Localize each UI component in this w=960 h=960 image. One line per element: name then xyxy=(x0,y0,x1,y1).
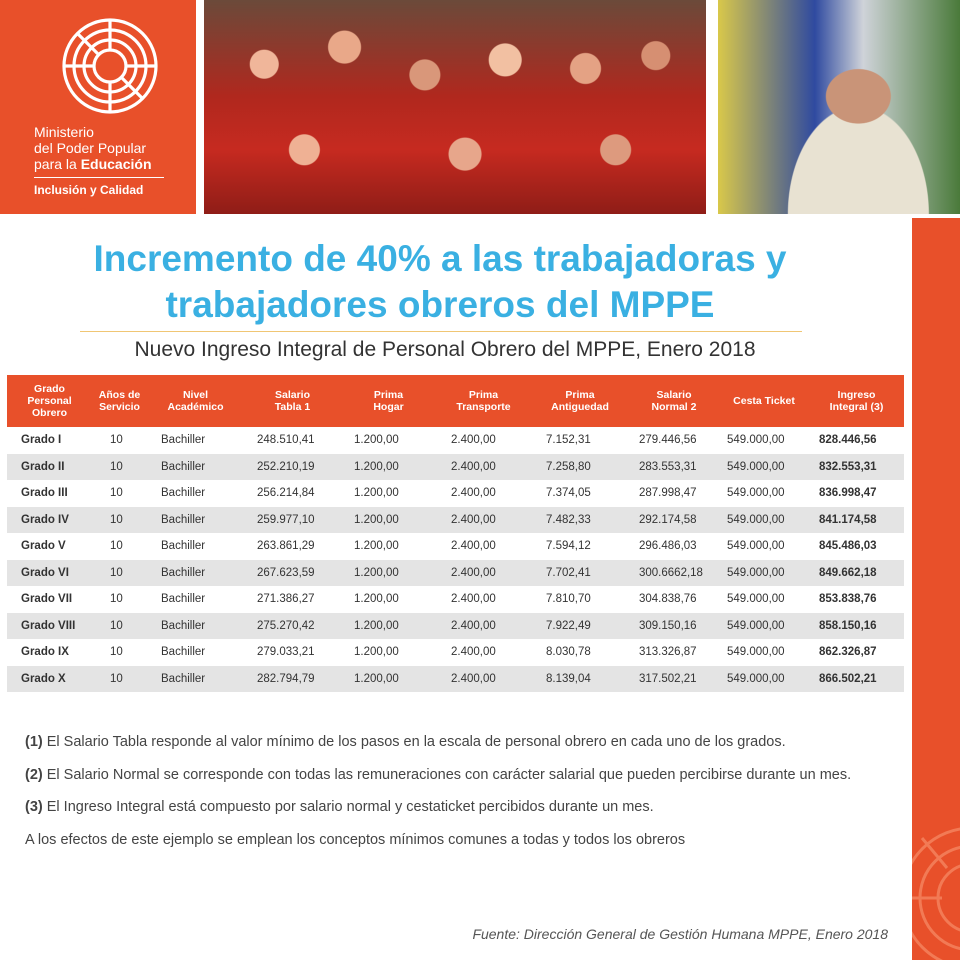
footnote-text: A los efectos de este ejemplo se emplean los conceptos mínimos comunes a todas y todos los obreros xyxy=(25,831,686,848)
column-header xyxy=(436,375,531,427)
table-cell: 283.553,31 xyxy=(639,460,697,473)
table-cell: Grado VIII xyxy=(21,619,76,632)
headline-line1: Incremento de 40% a las trabajadoras y xyxy=(93,238,787,279)
table-cell: 549.000,00 xyxy=(727,566,785,579)
table-cell: 279.446,56 xyxy=(639,434,697,447)
headline-line2: trabajadores obreros del MPPE xyxy=(165,284,715,325)
table-cell: Bachiller xyxy=(161,593,206,606)
table-cell: 2.400,00 xyxy=(451,434,496,447)
table-cell: 1.200,00 xyxy=(354,619,399,632)
table-cell: Grado V xyxy=(21,540,66,553)
table-cell: 845.486,03 xyxy=(819,540,877,553)
table-cell: 304.838,76 xyxy=(639,593,697,606)
column-header-line: Servicio xyxy=(99,401,140,413)
table-cell: 549.000,00 xyxy=(727,434,785,447)
salary-table xyxy=(7,375,904,692)
ministry-name-line1: Ministerio xyxy=(34,124,94,140)
footnote xyxy=(25,732,905,765)
column-header xyxy=(341,375,436,427)
table-cell: 2.400,00 xyxy=(451,487,496,500)
column-header xyxy=(244,375,341,427)
table-cell: 853.838,76 xyxy=(819,593,877,606)
table-cell: 858.150,16 xyxy=(819,619,877,632)
table-cell: 2.400,00 xyxy=(451,513,496,526)
table-cell: Grado I xyxy=(21,434,62,447)
table-cell: 10 xyxy=(110,593,123,606)
footnote xyxy=(25,797,905,830)
table-cell: 1.200,00 xyxy=(354,566,399,579)
table-cell: 841.174,58 xyxy=(819,513,877,526)
table-cell: 2.400,00 xyxy=(451,566,496,579)
table-row xyxy=(7,427,904,454)
table-cell: 279.033,21 xyxy=(257,646,315,659)
column-header-line: Cesta Ticket xyxy=(733,395,795,407)
table-cell: 2.400,00 xyxy=(451,460,496,473)
table-row xyxy=(7,533,904,560)
table-cell: 8.030,78 xyxy=(546,646,591,659)
side-emblem-icon xyxy=(912,218,960,960)
column-header xyxy=(629,375,719,427)
table-row xyxy=(7,454,904,481)
logo-divider xyxy=(34,177,164,178)
footnote-number: (2) xyxy=(25,766,43,783)
table-cell: Bachiller xyxy=(161,540,206,553)
column-header xyxy=(531,375,629,427)
table-cell: 2.400,00 xyxy=(451,646,496,659)
table-cell: 10 xyxy=(110,540,123,553)
ministry-tagline: Inclusión y Calidad xyxy=(34,183,144,197)
table-cell: 300.6662,18 xyxy=(639,566,703,579)
table-cell: 256.214,84 xyxy=(257,487,315,500)
column-header xyxy=(7,375,92,427)
table-cell: 836.998,47 xyxy=(819,487,877,500)
footnote-text: El Salario Normal se corresponde con todas las remuneraciones con carácter salarial que pueden percibirse durante un mes. xyxy=(42,766,852,783)
table-cell: 259.977,10 xyxy=(257,513,315,526)
table-cell: Grado IV xyxy=(21,513,69,526)
table-cell: Grado III xyxy=(21,487,68,500)
table-cell: 866.502,21 xyxy=(819,672,877,685)
table-row xyxy=(7,639,904,666)
column-header-line: Prima xyxy=(468,389,499,401)
table-cell: Bachiller xyxy=(161,619,206,632)
table-cell: 7.374,05 xyxy=(546,487,591,500)
column-header-line: Normal 2 xyxy=(651,401,697,413)
table-cell: 313.326,87 xyxy=(639,646,697,659)
table-cell: Bachiller xyxy=(161,672,206,685)
table-cell: Grado IX xyxy=(21,646,69,659)
subtitle: Nuevo Ingreso Integral de Personal Obrero del MPPE, Enero 2018 xyxy=(134,338,756,361)
table-cell: 287.998,47 xyxy=(639,487,697,500)
table-cell: 549.000,00 xyxy=(727,540,785,553)
table-cell: Bachiller xyxy=(161,646,206,659)
column-header-line: Años de xyxy=(98,389,141,401)
column-header-line: Tabla 1 xyxy=(274,401,311,413)
table-cell: 10 xyxy=(110,646,123,659)
column-header-line: Prima xyxy=(373,389,404,401)
table-cell: 10 xyxy=(110,672,123,685)
table-cell: 1.200,00 xyxy=(354,487,399,500)
table-cell: 7.702,41 xyxy=(546,566,591,579)
table-cell: 849.662,18 xyxy=(819,566,877,579)
table-cell: 549.000,00 xyxy=(727,646,785,659)
title-divider xyxy=(80,331,802,332)
speaker-photo xyxy=(718,0,960,214)
table-row xyxy=(7,480,904,507)
footnote-number: (3) xyxy=(25,799,43,815)
column-header-line: Salario xyxy=(656,389,692,401)
table-cell: 252.210,19 xyxy=(257,460,315,473)
table-cell: 2.400,00 xyxy=(451,619,496,632)
ministry-name-education: Educación xyxy=(80,156,152,172)
table-cell: 10 xyxy=(110,513,123,526)
table-cell: 549.000,00 xyxy=(727,593,785,606)
column-header-line: Prima xyxy=(565,389,595,401)
table-cell: Bachiller xyxy=(161,566,206,579)
table-cell: 275.270,42 xyxy=(257,619,315,632)
table-cell: 1.200,00 xyxy=(354,646,399,659)
table-cell: 1.200,00 xyxy=(354,540,399,553)
footnote-text: El Salario Tabla responde al valor mínimo de los pasos en la escala de personal obrero en cada uno de los grados. xyxy=(42,734,786,750)
table-cell: Grado II xyxy=(21,460,65,473)
column-header-line: Nivel xyxy=(182,389,209,401)
table-cell: 10 xyxy=(110,460,123,473)
column-header xyxy=(147,375,244,427)
table-cell: 248.510,41 xyxy=(257,434,315,447)
ministry-name-line2: del Poder Popular xyxy=(34,140,147,156)
table-cell: 292.174,58 xyxy=(639,513,697,526)
source-credit: Fuente: Dirección General de Gestión Humana MPPE, Enero 2018 xyxy=(472,926,888,942)
column-header-line: Antiguedad xyxy=(551,401,609,413)
table-cell: 7.482,33 xyxy=(546,513,591,526)
table-cell: 828.446,56 xyxy=(819,434,877,447)
table-cell: 549.000,00 xyxy=(727,487,785,500)
table-cell: 832.553,31 xyxy=(819,460,877,473)
column-header-line: Integral (3) xyxy=(829,401,884,413)
table-cell: 10 xyxy=(110,619,123,632)
table-cell: Bachiller xyxy=(161,434,206,447)
ministry-name-line3: para la xyxy=(34,156,81,172)
crowd-photo xyxy=(204,0,706,214)
column-header-line: Obrero xyxy=(31,407,67,419)
table-cell: Bachiller xyxy=(161,513,206,526)
table-cell: 317.502,21 xyxy=(639,672,697,685)
ministry-logo-panel xyxy=(0,0,196,214)
table-cell: 2.400,00 xyxy=(451,672,496,685)
table-header xyxy=(7,375,904,427)
column-header-line: Salario xyxy=(274,389,311,401)
ministry-emblem-icon xyxy=(60,16,160,116)
table-cell: 7.258,80 xyxy=(546,460,591,473)
column-header xyxy=(92,375,147,427)
table-cell: 267.623,59 xyxy=(257,566,315,579)
table-cell: Grado X xyxy=(21,672,66,685)
table-cell: 2.400,00 xyxy=(451,540,496,553)
table-cell: 7.810,70 xyxy=(546,593,591,606)
table-body xyxy=(7,427,904,692)
headline xyxy=(0,236,880,328)
ministry-name xyxy=(34,124,152,172)
column-header-line: Transporte xyxy=(456,401,511,413)
table-cell: 263.861,29 xyxy=(257,540,315,553)
column-header xyxy=(809,375,904,427)
table-cell: Grado VI xyxy=(21,566,69,579)
table-cell: 549.000,00 xyxy=(727,619,785,632)
table-cell: 7.922,49 xyxy=(546,619,591,632)
table-cell: 271.386,27 xyxy=(257,593,315,606)
table-row xyxy=(7,507,904,534)
table-cell: 1.200,00 xyxy=(354,672,399,685)
table-cell: 2.400,00 xyxy=(451,593,496,606)
table-cell: 7.152,31 xyxy=(546,434,591,447)
column-header-line: Académico xyxy=(167,401,224,413)
table-cell: Grado VII xyxy=(21,593,73,606)
table-cell: 1.200,00 xyxy=(354,460,399,473)
table-cell: 8.139,04 xyxy=(546,672,591,685)
table-cell: 1.200,00 xyxy=(354,593,399,606)
table-cell: 549.000,00 xyxy=(727,513,785,526)
table-cell: 10 xyxy=(110,566,123,579)
table-cell: 549.000,00 xyxy=(727,460,785,473)
footnote-text: El Ingreso Integral está compuesto por salario normal y cestaticket percibidos durante un mes. xyxy=(42,799,654,815)
table-cell: 7.594,12 xyxy=(546,540,591,553)
table-cell: 282.794,79 xyxy=(257,672,315,685)
table-cell: 549.000,00 xyxy=(727,672,785,685)
table-cell: Bachiller xyxy=(161,487,206,500)
column-header xyxy=(719,375,809,427)
table-cell: 296.486,03 xyxy=(639,540,697,553)
column-header-line: Hogar xyxy=(373,401,404,413)
table-row xyxy=(7,666,904,693)
table-cell: 10 xyxy=(110,487,123,500)
table-cell: 1.200,00 xyxy=(354,434,399,447)
column-header-line: Grado xyxy=(34,383,65,395)
table-row xyxy=(7,560,904,587)
footnote xyxy=(25,765,905,798)
table-cell: 10 xyxy=(110,434,123,447)
column-header-line: Personal xyxy=(27,395,72,407)
column-header-line: Ingreso xyxy=(837,389,876,401)
table-cell: 862.326,87 xyxy=(819,646,877,659)
footnote xyxy=(25,830,905,863)
table-cell: 1.200,00 xyxy=(354,513,399,526)
table-row xyxy=(7,586,904,613)
table-cell: 309.150,16 xyxy=(639,619,697,632)
footnote-number: (1) xyxy=(25,734,43,750)
side-decor-strip xyxy=(912,218,960,960)
table-cell: Bachiller xyxy=(161,460,206,473)
table-row xyxy=(7,613,904,640)
footnotes xyxy=(25,732,905,862)
